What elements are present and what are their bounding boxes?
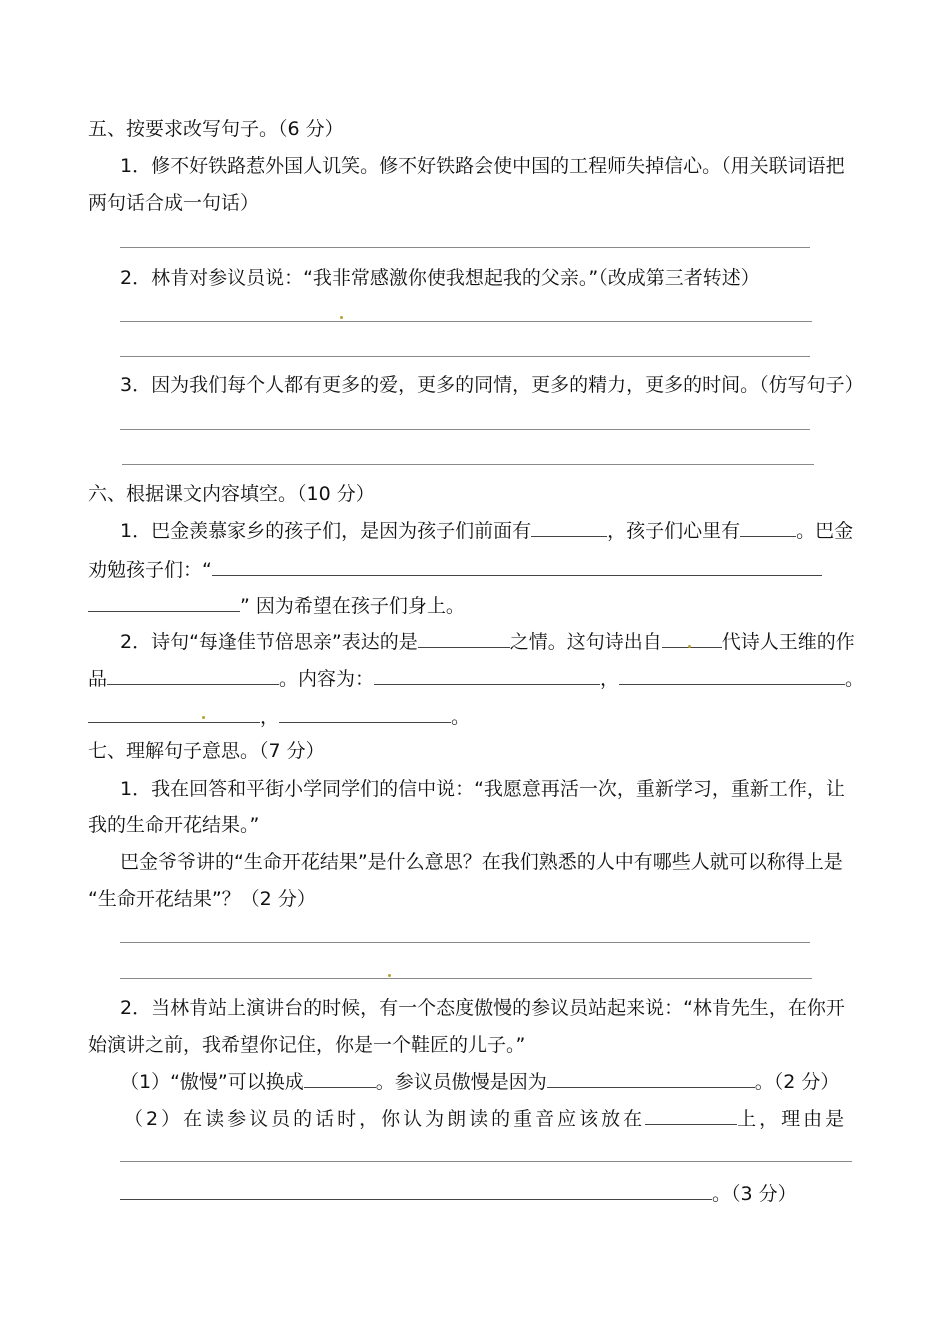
s6-q1-line1 (120, 518, 853, 543)
s6-q1-line3 (88, 593, 465, 618)
s6-q1-text-b: ，孩子们心里有 (607, 520, 741, 542)
s7-q2-sub2 (124, 1106, 847, 1131)
answer-line[interactable] (120, 247, 810, 248)
section-5-title: 五、按要求改写句子。（6 分） (88, 118, 344, 140)
s6-q2-line1 (120, 629, 855, 654)
s5-q3-text: 3．因为我们每个人都有更多的爱，更多的同情，更多的精力，更多的时间。（仿写句子） (120, 374, 864, 396)
s6-q2-text-h: ， (260, 706, 280, 728)
fill-blank[interactable] (547, 1069, 755, 1088)
s7-q1-text: 1．我在回答和平街小学同学们的信中说：“我愿意再活一次，重新学习，重新工作，让 (120, 778, 845, 800)
s6-q2-line2 (88, 666, 864, 691)
s6-q2-text-b: 之情。这句诗出自 (509, 631, 662, 653)
section-7-title: 七、理解句子意思。（7 分） (88, 740, 325, 762)
answer-line[interactable] (122, 464, 814, 465)
s6-q2-text-i: 。 (451, 706, 471, 728)
fill-blank[interactable] (645, 1106, 737, 1125)
s7-q2-sub1-c: 。（2 分） (754, 1071, 840, 1093)
fill-blank[interactable] (418, 629, 510, 648)
s7-q1-question: 巴金爷爷讲的“生命开花结果”是什么意思？在我们熟悉的人中有哪些人就可以称得上是 (120, 851, 843, 873)
s6-q2-text-e: 。内容为： (279, 668, 375, 690)
fill-blank[interactable] (279, 704, 451, 723)
s5-q1-text-cont: 两句话合成一句话） (88, 192, 260, 214)
s5-q1-text: 1．修不好铁路惹外国人讥笑。修不好铁路会使中国的工程师失掉信心。（用关联词语把 (120, 155, 845, 177)
fill-blank[interactable] (107, 666, 279, 685)
answer-line[interactable] (120, 942, 810, 943)
s7-q1-text-cont: 我的生命开花结果。” (88, 814, 260, 836)
fill-blank[interactable] (619, 666, 845, 685)
s6-q2-text-a: 2．诗句“每逢佳节倍思亲”表达的是 (120, 631, 418, 653)
speck (388, 974, 391, 977)
s6-q1-text-c: 。巴金 (796, 520, 854, 542)
s7-q2-sub2-c: 。（3 分） (712, 1183, 797, 1205)
s7-q2-sub2-b: 上，理由是 (737, 1108, 848, 1130)
s7-q2-sub1-a: （1）“傲慢”可以换成 (120, 1071, 304, 1093)
s7-q2-sub2-a: （2）在读参议员的话时，你认为朗读的重音应该放在 (124, 1108, 646, 1130)
s7-q1-question-cont: “生命开花结果”？（2 分） (88, 888, 316, 910)
s7-q2-sub1 (120, 1069, 839, 1094)
s7-q2-text: 2．当林肯站上演讲台的时候，有一个态度傲慢的参议员站起来说：“林肯先生，在你开 (120, 997, 845, 1019)
answer-line[interactable] (120, 429, 810, 430)
fill-blank[interactable] (88, 593, 240, 612)
s7-q2-sub2-line2 (120, 1181, 797, 1206)
s6-q1-line2 (88, 557, 822, 582)
fill-blank[interactable] (662, 629, 722, 648)
fill-blank[interactable] (88, 704, 260, 723)
speck (340, 316, 343, 319)
fill-blank[interactable] (120, 1181, 712, 1200)
s6-q1-text-e: ” 因为希望在孩子们身上。 (240, 595, 465, 617)
s6-q1-text-d: 劝勉孩子们：“ (88, 559, 212, 581)
answer-line[interactable] (120, 321, 812, 322)
answer-line[interactable] (120, 356, 810, 357)
s6-q2-text-c: 代诗人王维的作 (721, 631, 855, 653)
fill-blank[interactable] (374, 666, 600, 685)
s5-q2-text: 2．林肯对参议员说：“我非常感激你使我想起我的父亲。”（改成第三者转述） (120, 267, 760, 289)
s6-q2-text-g: 。 (845, 668, 865, 690)
fill-blank[interactable] (212, 557, 822, 576)
s6-q2-line3 (88, 704, 470, 729)
s7-q2-sub1-b: 。参议员傲慢是因为 (375, 1071, 547, 1093)
fill-blank[interactable] (740, 518, 796, 537)
fill-blank[interactable] (531, 518, 607, 537)
s6-q1-text-a: 1．巴金羡慕家乡的孩子们，是因为孩子们前面有 (120, 520, 532, 542)
speck (688, 645, 691, 648)
answer-line[interactable] (120, 978, 812, 979)
answer-line[interactable] (120, 1161, 852, 1162)
section-6-title: 六、根据课文内容填空。（10 分） (88, 483, 375, 505)
s6-q2-text-d: 品 (88, 668, 108, 690)
speck (202, 716, 205, 719)
s7-q2-text-cont: 始演讲之前，我希望你记住，你是一个鞋匠的儿子。” (88, 1034, 526, 1056)
s6-q2-text-f: ， (600, 668, 620, 690)
fill-blank[interactable] (304, 1069, 376, 1088)
